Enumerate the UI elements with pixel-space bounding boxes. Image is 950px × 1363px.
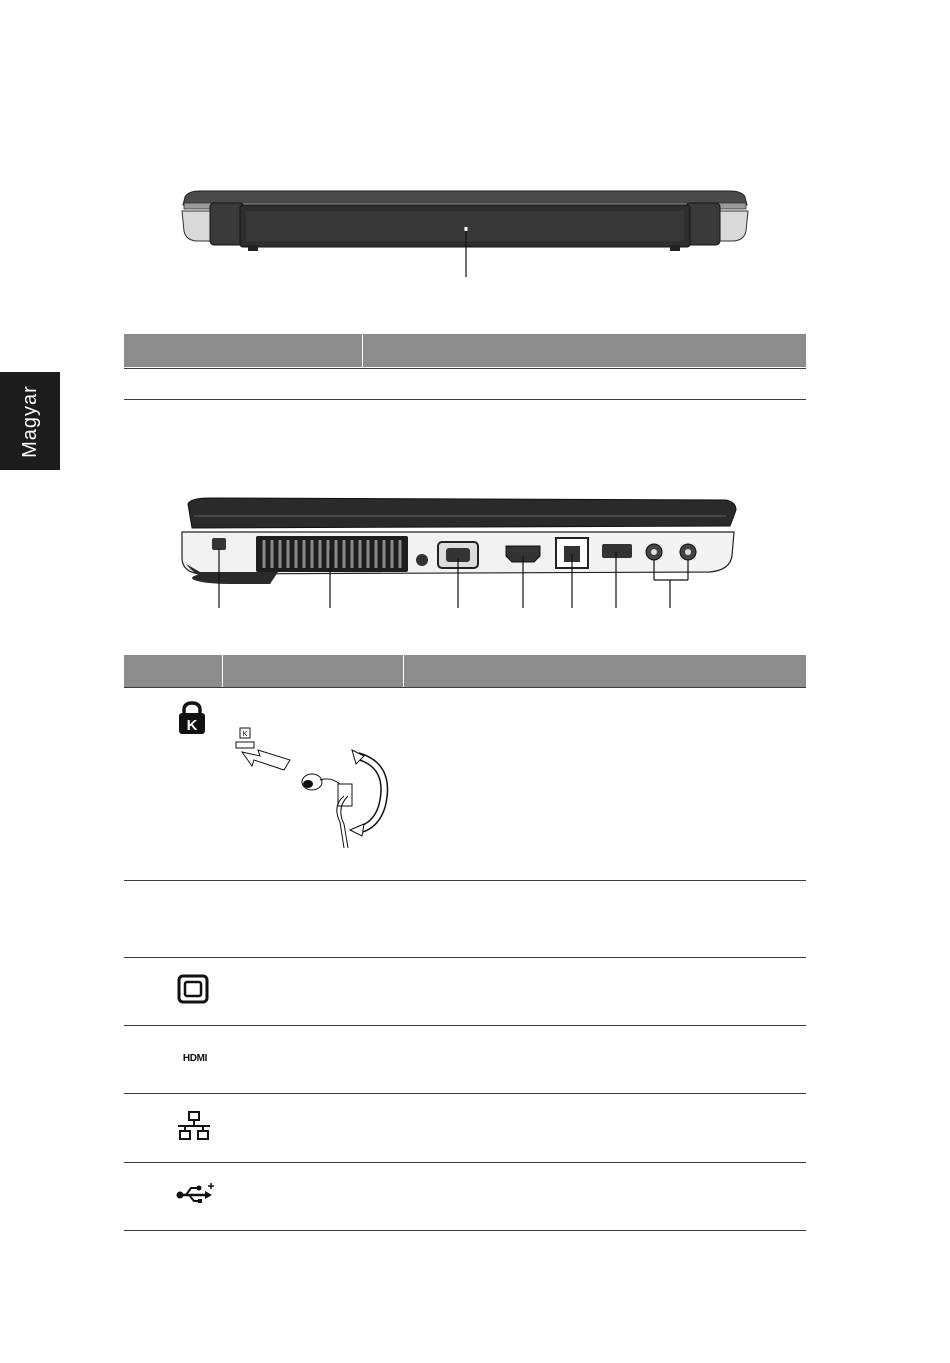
back-view-table-header [124, 334, 806, 367]
left-table-rule-5 [124, 1162, 806, 1163]
back-table-rule-top [124, 368, 806, 369]
left-table-rule-0 [124, 687, 806, 688]
hdmi-icon [175, 1050, 215, 1069]
network-icon [177, 1111, 211, 1146]
svg-text:K: K [242, 731, 248, 738]
external-display-icon [177, 974, 209, 1009]
svg-text:K: K [186, 717, 198, 734]
usb-icon [175, 1182, 215, 1211]
language-tab-label: Magyar [18, 384, 41, 458]
laptop-back-view-figure [140, 185, 770, 285]
left-table-rule-1 [124, 880, 806, 881]
back-table-col-2 [363, 334, 806, 367]
left-table-rule-2 [124, 957, 806, 958]
left-table-rule-4 [124, 1093, 806, 1094]
left-table-col-1 [124, 655, 223, 688]
kensington-lock-icon [178, 701, 206, 740]
laptop-left-view-figure [170, 492, 750, 612]
back-table-col-1 [124, 334, 363, 367]
lock-usage-illustration [232, 726, 402, 848]
left-table-col-2 [223, 655, 404, 688]
left-table-col-3 [404, 655, 806, 688]
left-table-rule-6 [124, 1230, 806, 1231]
back-table-rule-bottom [124, 399, 806, 400]
left-table-rule-3 [124, 1025, 806, 1026]
language-side-tab [0, 372, 60, 470]
hdmi-icon-text: HDMI [182, 1053, 208, 1064]
left-view-table-header [124, 655, 806, 688]
